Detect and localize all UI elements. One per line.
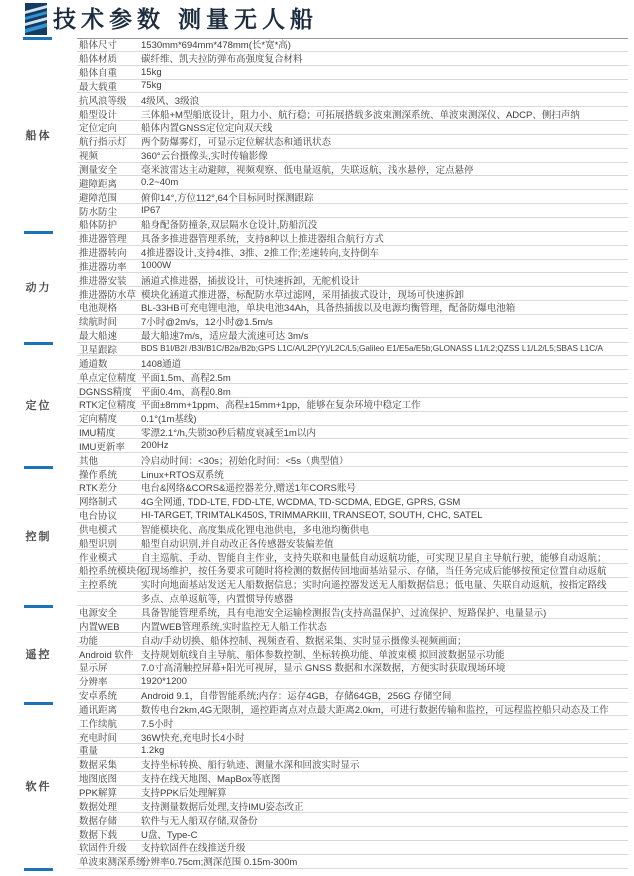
- spec-row: [77, 329, 628, 343]
- spec-param-name: 数据下载: [79, 829, 118, 841]
- spec-param-value: 冷启动时间：<30s；初始化时间：<5s（典型值）: [141, 455, 349, 467]
- spec-param-name: 单波束测深系统: [79, 857, 146, 869]
- spec-row: [77, 758, 628, 772]
- spec-row: [77, 855, 628, 869]
- spec-row: [77, 606, 628, 620]
- spec-param-name: Android 软件: [79, 649, 134, 661]
- spec-param-name: 充电时间: [79, 732, 118, 744]
- spec-row: [77, 343, 628, 357]
- spec-param-value: 7小时@2m/s，12小时@1.5m/s: [141, 317, 273, 329]
- spec-param-value: 1000W: [141, 260, 172, 272]
- spec-param-value: 支持测量数据后处理,支持IMU姿态改正: [141, 801, 304, 813]
- spec-param-name: 推进器管理: [79, 234, 127, 246]
- spec-param-value: 支持坐标转换、船行轨迹、测量水深和回波实时显示: [141, 760, 360, 772]
- section-divider-line: [24, 231, 53, 234]
- section-rows: [77, 38, 628, 232]
- spec-row: [77, 550, 628, 564]
- spec-param-value: 平面0.4m、高程0.8m: [141, 386, 231, 398]
- spec-row: [77, 301, 628, 315]
- section-divider-line: [24, 868, 53, 871]
- spec-param-name: 避障范围: [79, 192, 118, 204]
- spec-param-name: PPK解算: [79, 787, 118, 799]
- spec-param-value: 碳纤维、凯夫拉防弹布高强度复合材料: [141, 54, 303, 66]
- spec-row: [77, 356, 628, 370]
- spec-row: [77, 412, 628, 426]
- spec-row: [77, 107, 628, 121]
- spec-param-name: 船体自重: [79, 68, 118, 80]
- spec-row: [77, 633, 628, 647]
- spec-param-value: 软件与无人船双存储,双备份: [141, 815, 258, 827]
- spec-row: [77, 813, 628, 827]
- spec-row: [77, 799, 628, 813]
- spec-row: [77, 149, 628, 163]
- section-rows: [77, 703, 628, 869]
- spec-param-value: BL-33HB可充电锂电池，单块电池34Ah，具备热插拔以及电源均衡管理，配备防爆电池箱: [141, 303, 516, 315]
- spec-param-name: 测量安全: [79, 165, 118, 177]
- spec-param-value: 毫米波雷达主动避障，视频观察、低电量返航，失联返航，浅水悬停，定点悬停: [141, 165, 474, 177]
- spec-param-value: 涵道式推进器，插拔设计，可快速拆卸，无舵机设计: [141, 275, 360, 287]
- spec-row: [77, 218, 628, 232]
- brand-stripes-icon: [25, 3, 47, 35]
- spec-param-name: 主控系统: [79, 580, 118, 592]
- spec-param-value: 支持在线天地图、MapBox等底图: [141, 774, 281, 786]
- spec-param-name: 避障距离: [79, 178, 118, 190]
- category-gutter: [0, 467, 77, 605]
- spec-row: [77, 523, 628, 537]
- category-label: 软件: [25, 780, 52, 793]
- spec-param-name: 电源安全: [79, 608, 118, 620]
- spec-table: [0, 38, 634, 869]
- spec-param-name: 视频: [79, 151, 99, 163]
- page-header: [0, 0, 634, 38]
- spec-row: [77, 495, 628, 509]
- spec-param-name: 供电模式: [79, 524, 118, 536]
- spec-param-value: 1920*1200: [141, 675, 187, 687]
- section-rows: [77, 467, 628, 605]
- spec-param-value: 船体内置GNSS定位定向双天线: [141, 123, 273, 135]
- spec-param-name: 卫星跟踪: [79, 344, 118, 356]
- section-divider-line: [24, 702, 53, 705]
- spec-row: [77, 163, 628, 177]
- section-rows: [77, 606, 628, 703]
- spec-param-value: 自动/手动切换、船体控制、视频查看、数据采集、实时显示摄像头视频画面；: [141, 635, 467, 647]
- section-divider-line: [24, 342, 53, 345]
- spec-param-value: 具备多推进器管理系统，支持8种以上推进器组合航行方式: [141, 234, 384, 246]
- category-gutter: [0, 703, 77, 869]
- spec-param-value: 可现场维护，按任务要求可随时将检测的数据传回地面基站显示、存储，当任务完成后能够按预定位置自动返航: [141, 566, 607, 578]
- spec-param-name: 其他: [79, 455, 99, 467]
- spec-row: [77, 578, 628, 592]
- spec-param-value: 实时向地面基站发送无人船数据信息；实时向遥控器发送无人船数据信息；低电量、失联自动返航，按指定路线: [141, 580, 607, 592]
- spec-row: [77, 176, 628, 190]
- spec-param-value: 360°云台摄像头,实时传输影像: [141, 151, 268, 163]
- spec-param-name: 推进器功率: [79, 261, 127, 273]
- spec-param-name: 船型识别: [79, 538, 118, 550]
- spec-param-value: 4级风、3级浪: [141, 95, 200, 107]
- spec-row: [77, 52, 628, 66]
- spec-param-value: 支持软固件在线推送升级: [141, 843, 246, 855]
- spec-param-name: 船体尺寸: [79, 40, 118, 52]
- spec-param-value: 零漂2.1°/h,失锁30秒后精度衰减至1m以内: [141, 428, 316, 440]
- spec-row: [77, 80, 628, 94]
- spec-param-value: 4推进器设计,支持4推、3推、2推工作;差速转向,支持倒车: [141, 248, 380, 260]
- spec-param-name: 单点定位精度: [79, 372, 137, 384]
- spec-param-value: 船身配备防撞条,双层隔水仓设计,防船沉没: [141, 220, 318, 232]
- spec-param-value: IP67: [141, 205, 161, 217]
- category-gutter: [0, 232, 77, 343]
- spec-param-name: 功能: [79, 635, 99, 647]
- spec-param-value: 电台&网络&CORS&遥控器差分,赠送1年CORS账号: [141, 483, 356, 495]
- spec-param-name: 船体材质: [79, 54, 118, 66]
- spec-param-name: 最大船速: [79, 331, 118, 343]
- spec-param-value: 1408通道: [141, 358, 182, 370]
- spec-param-value: 自主巡航、手动、智能自主作业，支持失联和电量低自动返航功能，可实现卫星自主导航行驶，能够自动返航；: [141, 552, 607, 564]
- spec-param-name: 内置WEB: [79, 621, 120, 633]
- category-gutter: [0, 606, 77, 703]
- spec-row: [77, 772, 628, 786]
- spec-param-value: 1530mm*694mm*478mm(长*宽*高): [141, 40, 291, 52]
- spec-param-name: 显示屏: [79, 663, 108, 675]
- spec-row: [77, 439, 628, 453]
- spec-param-value: 三体船+M型船底设计，阻力小、航行稳；可拓展搭载多波束测深系统、单波束测深仪、ADCP、侧扫声纳: [141, 109, 580, 121]
- spec-param-name: IMU精度: [79, 428, 116, 440]
- spec-row: [77, 287, 628, 301]
- spec-param-name: IMU更新率: [79, 441, 125, 453]
- header-accent-line: [23, 37, 52, 40]
- spec-param-name: 定位定向: [79, 123, 118, 135]
- spec-param-value: 0.2~40m: [141, 177, 179, 189]
- spec-param-value: 两个防爆雾灯，可显示定位解状态和通讯状态: [141, 137, 332, 149]
- spec-param-name: 推进器安装: [79, 275, 127, 287]
- category-gutter: [0, 343, 77, 468]
- spec-row: [77, 135, 628, 149]
- spec-row: [77, 703, 628, 717]
- spec-row: [77, 273, 628, 287]
- spec-param-name: 安卓系统: [79, 691, 118, 703]
- spec-param-value: 内置WEB管理系统,实时监控无人船工作状态: [141, 621, 327, 633]
- spec-row: [77, 453, 628, 467]
- spec-param-name: 电池规格: [79, 303, 118, 315]
- spec-param-name: RTK差分: [79, 483, 117, 495]
- spec-param-name: 通讯距离: [79, 704, 118, 716]
- spec-param-value: 1.2kg: [141, 744, 165, 756]
- page-title: [53, 1, 318, 34]
- category-label: 船体: [25, 129, 52, 142]
- section-rows: [77, 232, 628, 343]
- spec-param-name: 工作续航: [79, 718, 118, 730]
- spec-row: [77, 592, 628, 606]
- spec-param-value: 7.0寸高清触控屏幕+阳光可视屏，显示 GNSS 数据和水深数据，方便实时获取现场环境: [141, 663, 506, 675]
- spec-row: [77, 730, 628, 744]
- spec-row: [77, 564, 628, 578]
- spec-param-name: 操作系统: [79, 469, 118, 481]
- spec-param-name: 作业模式: [79, 552, 118, 564]
- spec-row: [77, 661, 628, 675]
- spec-section: [0, 467, 634, 605]
- category-gutter: [0, 38, 77, 232]
- spec-param-name: 船型设计: [79, 109, 118, 121]
- spec-param-name: 数据存储: [79, 815, 118, 827]
- spec-param-name: DGNSS精度: [79, 386, 132, 398]
- spec-param-value: 平面1.5m、高程2.5m: [141, 372, 231, 384]
- spec-param-value: 最大船速7m/s，适应最大流速可达 3m/s: [141, 331, 309, 343]
- spec-param-value: 模块化涵道式推进器，标配防水草过滤网，采用插拔式设计，现场可快速拆卸: [141, 289, 465, 301]
- spec-param-name: 电台协议: [79, 511, 118, 523]
- spec-row: [77, 467, 628, 481]
- category-label: 动力: [25, 282, 52, 295]
- spec-section: [0, 606, 634, 703]
- category-label: 遥控: [25, 649, 52, 662]
- spec-param-value: 4G全网通, TDD-LTE, FDD-LTE, WCDMA, TD-SCDMA, EDGE, GPRS, GSM: [141, 497, 461, 509]
- spec-param-value: 多点、点单返航等，内置惯导传感器: [141, 594, 294, 606]
- spec-row: [77, 536, 628, 550]
- spec-row: [77, 509, 628, 523]
- spec-param-name: RTK定位精度: [79, 400, 136, 412]
- spec-row: [77, 841, 628, 855]
- spec-param-value: 36W快充,充电时长4小时: [141, 732, 245, 744]
- spec-row: [77, 675, 628, 689]
- spec-row: [77, 384, 628, 398]
- spec-param-name: 船控系统模块化,: [79, 566, 149, 578]
- spec-param-value: 7.5小时: [141, 718, 174, 730]
- spec-row: [77, 744, 628, 758]
- category-label: 控制: [25, 531, 52, 544]
- spec-row: [77, 66, 628, 80]
- spec-row: [77, 246, 628, 260]
- spec-param-value: U盘、Type-C: [141, 829, 198, 841]
- spec-param-value: 支持PPK后处理解算: [141, 787, 227, 799]
- spec-row: [77, 827, 628, 841]
- spec-param-name: 重量: [79, 746, 99, 758]
- spec-row: [77, 689, 628, 703]
- spec-row: [77, 370, 628, 384]
- spec-param-value: Linux+RTOS双系统: [141, 469, 224, 481]
- spec-param-name: 网络制式: [79, 497, 118, 509]
- spec-section: [0, 343, 634, 468]
- spec-param-name: 船体防护: [79, 220, 118, 232]
- spec-row: [77, 716, 628, 730]
- spec-param-value: HI-TARGET, TRIMTALK450S, TRIMMARKIII, TRANSEOT, SOUTH, CHC, SATEL: [141, 509, 483, 521]
- spec-param-name: 续航时间: [79, 317, 118, 329]
- spec-param-name: 最大载重: [79, 81, 118, 93]
- spec-param-name: 地图底图: [79, 774, 118, 786]
- spec-param-name: 推进器防水草: [79, 289, 137, 301]
- spec-param-value: 0.1°(1m基线): [141, 414, 197, 426]
- spec-param-value: 75kg: [141, 80, 162, 92]
- spec-row: [77, 647, 628, 661]
- spec-param-value: 俯仰14°,方位112°,64个目标同时探测跟踪: [141, 192, 314, 204]
- spec-row: [77, 190, 628, 204]
- spec-param-name: 推进器转向: [79, 248, 127, 260]
- spec-param-name: 软固件升级: [79, 843, 127, 855]
- spec-param-name: 通道数: [79, 358, 108, 370]
- spec-param-value: 平面±8mm+1ppm、高程±15mm+1pp，能够在复杂环境中稳定工作: [141, 400, 421, 412]
- spec-row: [77, 426, 628, 440]
- spec-param-name: 数据处理: [79, 801, 118, 813]
- spec-param-value: 200Hz: [141, 440, 169, 452]
- section-divider-line: [24, 466, 53, 469]
- spec-row: [77, 93, 628, 107]
- spec-row: [77, 260, 628, 274]
- spec-param-value: 具备智能管理系统，具有电池安全运输检测报告(支持高温保护、过流保护、短路保护、电量显示): [141, 608, 547, 620]
- spec-section: [0, 232, 634, 343]
- spec-row: [77, 315, 628, 329]
- spec-param-value: 数传电台2km,4G无限制，遥控距离点对点最大距离2.0km，可进行数据传输和监控，可远程监控船只动态及工作: [141, 704, 609, 716]
- title-main: 技术参数: [53, 6, 165, 32]
- spec-param-value: 支持规划航线自主导航、船体参数控制、坐标转换功能、单波束模 拟回波数据显示功能: [141, 649, 505, 661]
- spec-param-name: 航行指示灯: [79, 137, 127, 149]
- spec-param-name: 数据采集: [79, 760, 118, 772]
- spec-row: [77, 204, 628, 218]
- spec-param-name: 抗风浪等级: [79, 95, 127, 107]
- section-divider-line: [24, 605, 53, 608]
- spec-section: [0, 38, 634, 232]
- spec-param-value: 分辨率0.75cm;测深范围 0.15m-300m: [141, 857, 298, 869]
- spec-row: [77, 38, 628, 52]
- spec-row: [77, 481, 628, 495]
- spec-row: [77, 398, 628, 412]
- title-sub: 测量无人船: [178, 6, 318, 32]
- spec-row: [77, 619, 628, 633]
- spec-row: [77, 786, 628, 800]
- spec-param-value: Android 9.1，自带智能系统;内存：运存4GB，存储64GB，256G 存储空间: [141, 691, 452, 703]
- category-label: 定位: [25, 399, 52, 412]
- spec-param-value: 智能模块化、高度集成化锂电池供电，多电池均衡供电: [141, 524, 370, 536]
- spec-param-name: 分辨率: [79, 677, 108, 689]
- spec-param-value: 15kg: [141, 66, 162, 78]
- spec-param-value: BDS B1I/B2I /B3I/B1C/B2a/B2b;GPS L1C/A/L2P(Y)/L2C/L5;Galileo E1/E5a/E5b;GLONASS L1/L2;QZSS L1/L2/L5;SBAS L1C/A: [141, 344, 603, 354]
- spec-row: [77, 121, 628, 135]
- spec-row: [77, 232, 628, 246]
- section-rows: [77, 343, 628, 468]
- spec-section: [0, 703, 634, 869]
- spec-param-name: 防水防尘: [79, 206, 118, 218]
- spec-param-value: 船型自动识别,并自动改正各传感器安装偏差值: [141, 538, 334, 550]
- spec-param-name: 定向精度: [79, 414, 118, 426]
